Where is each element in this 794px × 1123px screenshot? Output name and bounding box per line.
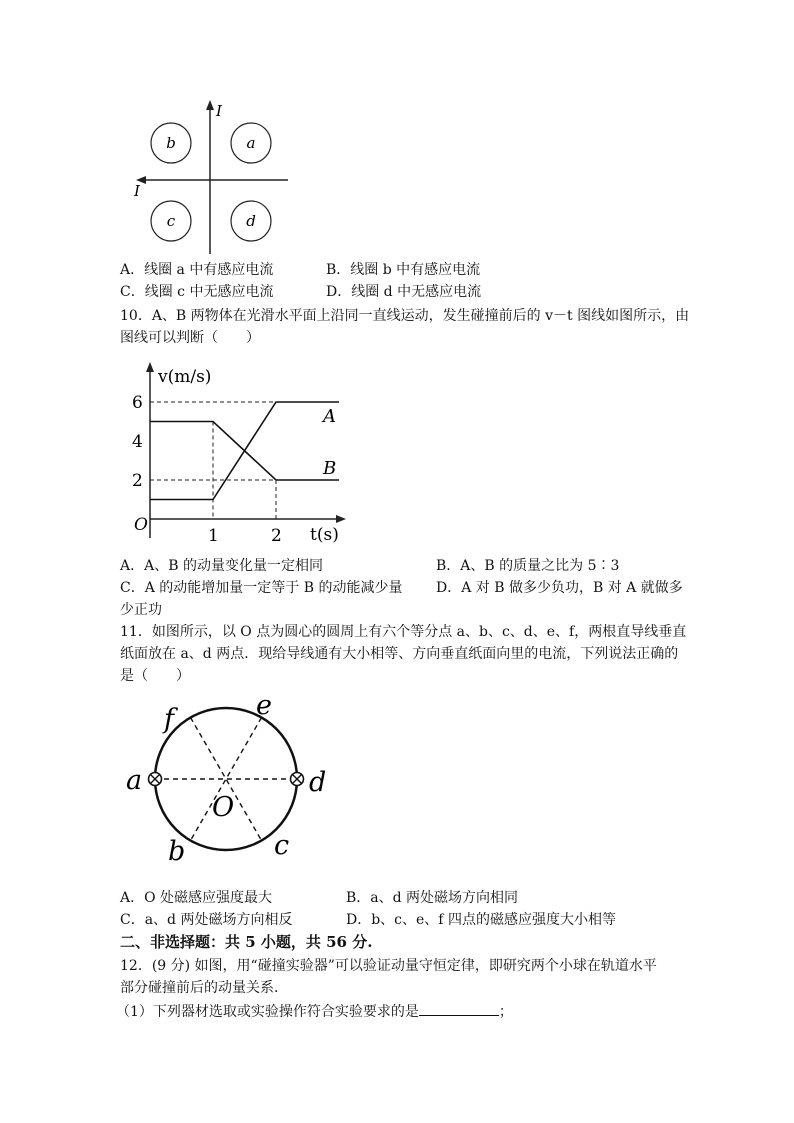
q11-option-b: B．a、d 两处磁场方向相同: [346, 890, 519, 906]
q11-option-a: A．O 处磁感应强度最大: [120, 890, 273, 906]
q12-sub1-text: （1）下列器材选取或实验操作符合实验要求的是: [116, 1004, 419, 1020]
y-tick-label-2: 2: [132, 471, 143, 491]
q10-option-c: C．A 的动能增加量一定等于 B 的动能减少量: [120, 580, 403, 596]
series-label-A: A: [323, 406, 336, 427]
q11-option-d: D．b、c、e、f 四点的磁感应强度大小相等: [346, 912, 616, 928]
chart-ylabel: v(m/s): [158, 367, 212, 387]
q11-option-c: C．a、d 两处磁场方向相反: [120, 912, 293, 928]
q11-circle-figure: [120, 688, 340, 868]
q10-option-d-line1: D．A 对 B 做多少负功，B 对 A 就做多: [436, 580, 683, 596]
q9-figure: [130, 98, 295, 258]
x-axis-arrow-icon: [336, 515, 346, 523]
q10-option-b: B．A、B 的质量之比为 5∶3: [436, 558, 620, 574]
q10-option-d-line2: 少正功: [120, 602, 162, 618]
q9-option-c: C．线圈 c 中无感应电流: [120, 284, 274, 300]
q11-label-e: e: [256, 690, 272, 721]
coil-b-label: b: [166, 134, 176, 152]
section2-heading: 二、非选择题：共 5 小题，共 56 分.: [120, 933, 373, 951]
q10-stem-line1: 10．A、B 两物体在光滑水平面上沿同一直线运动，发生碰撞前后的 v－t 图线如图所示，由: [120, 308, 690, 324]
q9-option-b: B．线圈 b 中有感应电流: [326, 262, 481, 278]
y-tick-label-6: 6: [132, 393, 143, 413]
q11-label-a: a: [126, 765, 143, 796]
q12-sub1-end: ；: [498, 1004, 513, 1020]
q9-option-a: A．线圈 a 中有感应电流: [120, 262, 274, 278]
q10-option-a: A．A、B 的动量变化量一定相同: [120, 558, 323, 574]
wire-a-cross-icon: [149, 773, 162, 786]
chart-origin-label: O: [134, 515, 148, 535]
q11-stem-line2: 纸面放在 a、d 两点．现给导线通有大小相等、方向垂直纸面向里的电流，下列说法正确的: [120, 646, 679, 662]
q11-label-d: d: [309, 767, 327, 798]
q10-vt-chart: [128, 358, 353, 548]
q11-stem-line3: 是（ ）: [120, 668, 190, 684]
series-label-B: B: [323, 458, 337, 479]
q11-label-c: c: [274, 830, 290, 861]
q11-label-o: O: [212, 792, 235, 823]
q12-stem-line1: 12．(9 分) 如图，用“碰撞实验器”可以验证动量守恒定律，即研究两个小球在轨道水平: [120, 958, 657, 974]
arrow-up-icon: [206, 100, 214, 110]
series-line-B: [150, 422, 339, 481]
q12-sub1-answer-blank[interactable]: [419, 1001, 499, 1016]
y-axis-arrow-icon: [146, 362, 154, 372]
q10-stem-line2: 图线可以判断（ ）: [120, 330, 260, 346]
q9-label-vertical-I: I: [216, 102, 222, 120]
coil-d-label: d: [246, 212, 256, 230]
chart-xlabel: t(s): [310, 525, 339, 545]
x-tick-label-2: 2: [271, 526, 282, 546]
x-tick-label-1: 1: [208, 526, 219, 546]
y-tick-label-4: 4: [132, 432, 143, 452]
coil-a-label: a: [246, 134, 256, 152]
q12-sub1: [116, 1001, 513, 1022]
coil-c-label: c: [166, 212, 176, 230]
wire-d-cross-icon: [291, 773, 304, 786]
q9-option-d: D．线圈 d 中无感应电流: [326, 284, 482, 300]
q11-stem-line1: 11．如图所示，以 O 点为圆心的圆周上有六个等分点 a、b、c、d、e、f，两根直导线垂直: [120, 624, 687, 640]
q11-label-b: b: [168, 836, 186, 867]
q12-stem-line2: 部分碰撞前后的动量关系．: [120, 980, 288, 996]
q11-label-f: f: [164, 704, 174, 735]
q9-label-horizontal-I: I: [134, 182, 140, 200]
